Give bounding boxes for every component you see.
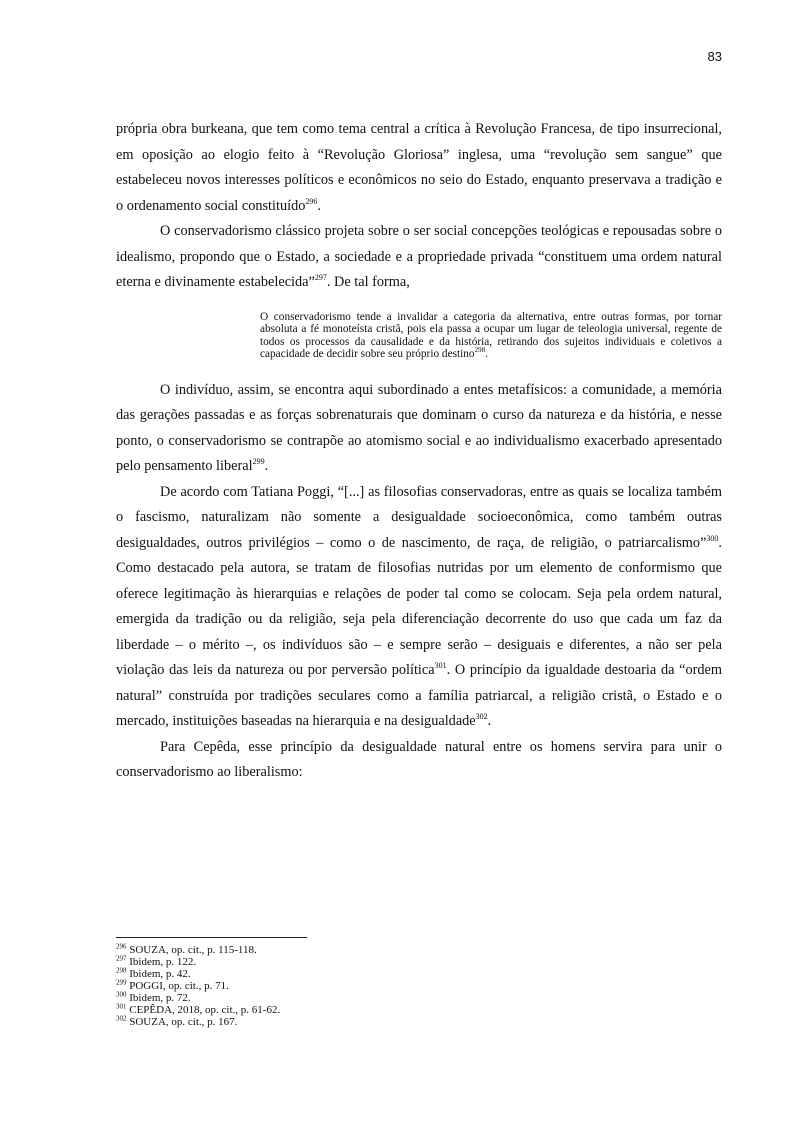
footnote: $^{297}$ Ibidem, p. 122. (116, 954, 197, 968)
page-number: 83 (707, 49, 722, 64)
paragraph: própria obra burkeana, que tem como tema central a crítica à Revolução Francesa, de tipo insurrecional, em oposição ao elogio feito à “Revolução Gloriosa” inglesa, uma “revolução sem sangue” que estabeleceu novos interesses políticos e econômicos no seio do Estado, enquanto preservava a tradição e o ordenamento social constituído$^{296}$. (116, 121, 722, 214)
footnote: $^{299}$ POGGI, op. cit., p. 71. (116, 978, 229, 992)
footnote: $^{301}$ CEPÊDA, 2018, op. cit., p. 61-62. (116, 1002, 281, 1016)
paragraph: Para Cepêda, esse princípio da desigualdade natural entre os homens servira para unir o conservadorismo ao liberalismo: (116, 738, 722, 780)
footnotes (116, 944, 280, 1028)
footnote-ref[interactable]: 296 (305, 196, 318, 206)
footnote-ref[interactable]: 300 (706, 533, 719, 543)
footnote: $^{296}$ SOUZA, op. cit., p. 115-118. (116, 942, 257, 956)
footnote-separator (116, 937, 307, 938)
footnote: $^{302}$ SOUZA, op. cit., p. 167. (116, 1014, 238, 1028)
footnote-ref[interactable]: 302 (475, 712, 488, 722)
footnote-ref[interactable]: 297 (314, 273, 327, 283)
footnote-ref[interactable]: 299 (252, 457, 265, 467)
block-quote: O conservadorismo tende a invalidar a categoria da alternativa, entre outras formas, por tornar absoluta a fé monoteísta cristã, pois ela passa a ocupar um lugar de teleologia universal, regente de todos os processos da causalidade e da história, retirando dos sujeitos individuais e coletivos a capacidade de decidir sobre seu próprio destino$^{298}$. (260, 310, 722, 360)
footnote-ref[interactable]: 301 (434, 661, 447, 671)
footnote-ref[interactable]: 298 (474, 346, 486, 355)
paragraph: O conservadorismo clássico projeta sobre o ser social concepções teológicas e repousadas sobre o idealismo, propondo que o Estado, a sociedade e a propriedade privada “constituem uma ordem natural eterna e divinamente estabelecida”$^{297}$. De tal forma, (116, 223, 722, 290)
body-text (116, 117, 722, 786)
footnote: $^{298}$ Ibidem, p. 42. (116, 966, 191, 980)
paragraph: De acordo com Tatiana Poggi, “[...] as filosofias conservadoras, entre as quais se localiza também o fascismo, naturalizam não somente a desigualdade socioeconômica, como também outras desigualdades, outros privilégios – como o de nascimento, de raça, de religião, o patriarcalismo”$^{300}$. Como destacado pela autora, se tratam de filosofias nutridas por um elemento de conformismo que oferece legitimação às hierarquias e relações de poder tal como se colocam. Seja pela ordem natural, emergida da tradição ou da religião, seja pela diferenciação decorrente do uso que cada um faz da liberdade – o mérito –, os indivíduos são – e sempre serão – desiguais e diferentes, a não ser pela violação das leis da natureza ou por perversão política$^{301}$. O princípio da igualdade destoaria da “ordem natural” construída por tradições seculares como a família patriarcal, a religião cristã, o Estado e o mercado, instituições baseadas na hierarquia e na desigualdade$^{302}$. (116, 483, 722, 729)
paragraph: O indivíduo, assim, se encontra aqui subordinado a entes metafísicos: a comunidade, a memória das gerações passadas e as forças sobrenaturais que dominam o curso da natureza e da história, e nesse ponto, o conservadorismo se contrapõe ao atomismo social e ao individualismo exacerbado apresentado pelo pensamento liberal$^{299}$. (116, 381, 722, 474)
footnote: $^{300}$ Ibidem, p. 72. (116, 990, 191, 1004)
